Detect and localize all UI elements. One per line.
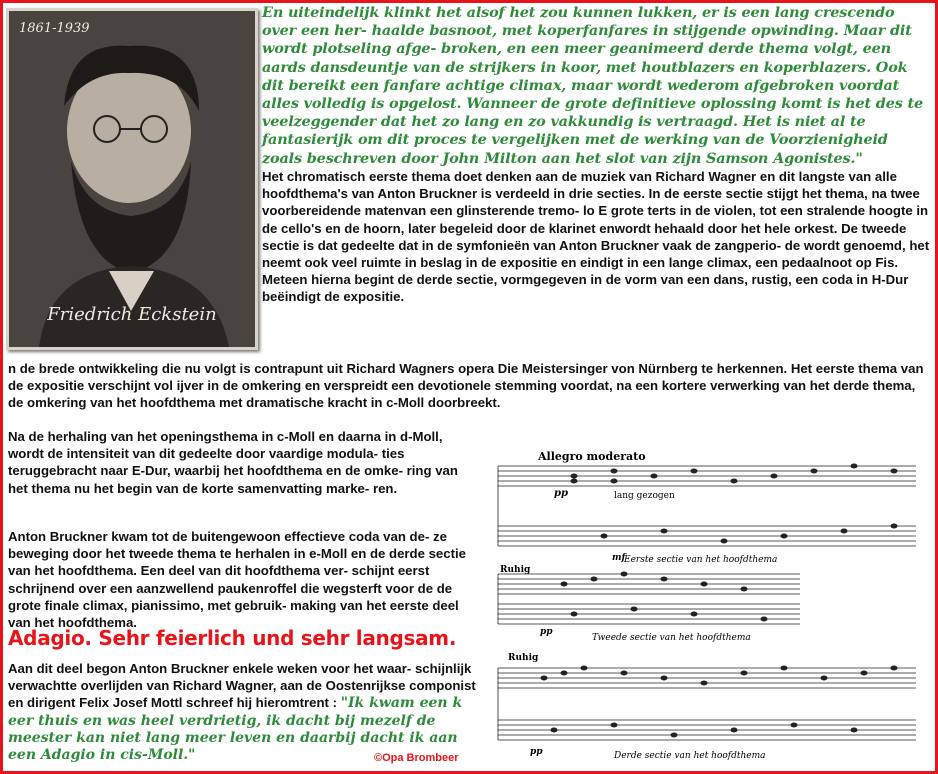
score-caption-1: Eerste sectie van het hoofdthema: [624, 555, 778, 565]
score-tempo-2: Ruhig: [500, 565, 531, 575]
adagio-heading: Adagio. Sehr feierlich und sehr langsam.: [8, 626, 457, 650]
score-lang-gezogen: lang gezogen: [614, 491, 675, 501]
portrait-figure: [9, 11, 255, 347]
paragraph-main-theme: Het chromatisch eerste thema doet denken aan de muziek van Richard Wagner en dit langste van alle hoofdthema's van Anton Bruckner is verdeeld in drie secties. In de eerste sectie stijgt het thema, na twee voorbereidende matenvan een glinsterende tremo- lo E grote terts in de violen, tot een stralende hoogte in de cello's en de hoorn, later begeleid door de klarinet enwordt hehaald door het hele orkest. De tweede sectie is dat gedeelte dat in de symfonieën van Anton Bruckner vaak de zangperio- de wordt genoemd, het neemt ook veel ruimte in beslag in de expositie en eindigt in een lange climax, een pedaalnoot op Fis. Meteen hierna begint de derde sectie, vormgegeven in de vorm van een dans, rustig, een coda in H-Dur beëindigt de expositie.: [262, 169, 930, 305]
signature: ©Opa Brombeer: [374, 752, 459, 764]
score-dynamic-pp-2: pp: [540, 627, 553, 637]
score-tempo-3: Ruhig: [508, 653, 539, 663]
portrait-caption: Friedrich Eckstein: [47, 304, 217, 325]
score-tempo-1: Allegro moderato: [538, 450, 646, 463]
paragraph-coda: Anton Bruckner kwam tot de buitengewoon effectieve coda van de- ze beweging door het tweede thema te herhalen in e-Moll en de derde sectie van het hoofdthema. Een deel van dit hoofdthema ver- schijnt eerst schrijnend over een aanzwellend paukenroffel die wegsterft voor de de grote finale climax, pianissimo, met gebruik- making van het eerste deel van het hoofdthema.: [8, 529, 466, 631]
paragraph-recapitulation: Na de herhaling van het openingsthema in c-Moll en daarna in d-Moll, wordt de intensiteit van dit gedeelte door vaardige modula- ties teruggebracht naar E-Dur, waarbij het hoofdthema en de omke- ring van het thema nu het begin van de korte samenvatting marke- ren.: [8, 429, 458, 496]
adagio-quote: "Ik kwam een k eer thuis en was heel verdrietig, ik dacht bij mezelf de meester kan niet lang meer leven en daarbij dacht ik aan een Adagio in cis-Moll.": [8, 695, 463, 764]
music-score: [484, 440, 930, 766]
score-caption-2: Tweede sectie van het hoofdthema: [592, 633, 751, 643]
paragraph-development: n de brede ontwikkeling die nu volgt is contrapunt uit Richard Wagners opera Die Meistersinger von Nürnberg te herkennen. Het eerste thema van de expositie verschijnt vol ijver in de omkering en verspreidt een devotionele stemming voordat, na een kortere verwerking van het derde thema, de omkering van het hoofdthema met dramatische kracht in c-Moll doorbreekt.: [8, 361, 924, 411]
score-caption-3: Derde sectie van het hoofdthema: [614, 751, 766, 761]
adagio-text: Aan dit deel begon Anton Bruckner enkele weken voor het waar- schijnlijk verwachtte overlijden van Richard Wagner, aan de Oostenrijkse componist en dirigent Felix Josef Mottl schreef hij hieromtrent :: [8, 661, 476, 711]
quote-paragraph: En uiteindelijk klinkt het alsof het zou kunnen lukken, er is een lang crescendo over een her- haalde basnoot, met koperfanfares in stijgende opwinding. Maar dit wordt plotseling afge- broken, en een meer geanimeerd derde thema volgt, een aards dansdeuntje van de strijkers in koor, met houtblazers en koperblazers. Ook dit bereikt een fanfare achtige climax, maar wordt wederom afgebroken voordat alles volledig is opgelost. Wanneer de grote definitieve oplossing komt is het des te veelzeggender dat het zo lang en zo vakkundig is vertraagd. Het is niet al te fantasierijk om dit proces te vergelijken met de werking van de Voorzienigheid zoals beschreven door John Milton aan het slot van zijn Samson Agonistes.": [262, 4, 924, 167]
score-dynamic-mf-1: mf: [612, 553, 626, 563]
portrait-image: [6, 8, 258, 350]
score-dynamic-pp-1: pp: [554, 488, 568, 499]
portrait-years: 1861-1939: [19, 21, 90, 36]
paragraph-adagio: [8, 660, 478, 763]
score-dynamic-pp-3: pp: [530, 747, 543, 757]
